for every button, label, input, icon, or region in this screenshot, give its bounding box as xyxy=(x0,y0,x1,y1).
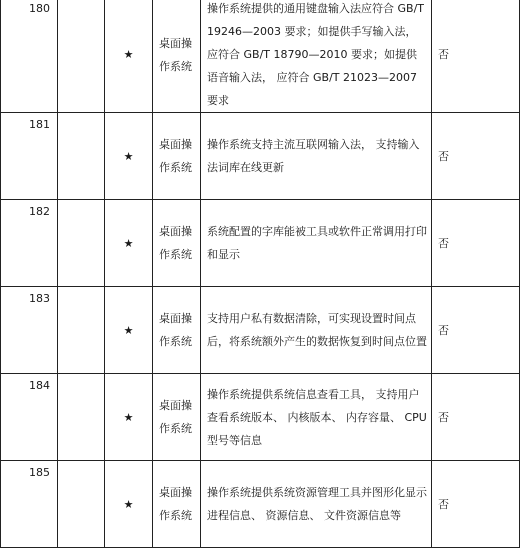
result-cell: 否 xyxy=(432,461,520,548)
result-cell: 否 xyxy=(432,113,520,200)
requirement-cell: 系统配置的字库能被工具或软件正常调用打印和显示 xyxy=(201,200,432,287)
category-cell: 桌面操作系统 xyxy=(153,200,201,287)
row-number: 182 xyxy=(1,200,58,287)
requirement-cell: 操作系统提供系统资源管理工具并图形化显示进程信息、 资源信息、 文件资源信息等 xyxy=(201,461,432,548)
star-icon: ★ xyxy=(105,0,153,113)
blank-cell xyxy=(58,287,105,374)
blank-cell xyxy=(58,461,105,548)
table-row xyxy=(1,461,520,548)
requirements-table-body xyxy=(1,0,520,548)
row-number: 181 xyxy=(1,113,58,200)
blank-cell xyxy=(58,200,105,287)
result-cell: 否 xyxy=(432,0,520,113)
category-cell: 桌面操作系统 xyxy=(153,113,201,200)
category-cell: 桌面操作系统 xyxy=(153,374,201,461)
star-icon: ★ xyxy=(105,113,153,200)
result-cell: 否 xyxy=(432,200,520,287)
row-number: 184 xyxy=(1,374,58,461)
star-icon: ★ xyxy=(105,200,153,287)
row-number: 185 xyxy=(1,461,58,548)
category-cell: 桌面操作系统 xyxy=(153,461,201,548)
table-row xyxy=(1,113,520,200)
table-row xyxy=(1,287,520,374)
star-icon: ★ xyxy=(105,374,153,461)
category-cell: 桌面操作系统 xyxy=(153,0,201,113)
blank-cell xyxy=(58,113,105,200)
blank-cell xyxy=(58,374,105,461)
star-icon: ★ xyxy=(105,287,153,374)
table-row xyxy=(1,200,520,287)
requirement-cell: 操作系统支持主流互联网输入法， 支持输入法词库在线更新 xyxy=(201,113,432,200)
category-cell: 桌面操作系统 xyxy=(153,287,201,374)
requirement-cell: 操作系统提供系统信息查看工具， 支持用户查看系统版本、 内核版本、 内存容量、 CPU 型号等信息 xyxy=(201,374,432,461)
requirement-cell: 支持用户私有数据清除，可实现设置时间点后，将系统额外产生的数据恢复到时间点位置 xyxy=(201,287,432,374)
row-number: 180 xyxy=(1,0,58,113)
result-cell: 否 xyxy=(432,374,520,461)
table-row xyxy=(1,0,520,113)
table-row xyxy=(1,374,520,461)
blank-cell xyxy=(58,0,105,113)
result-cell: 否 xyxy=(432,287,520,374)
star-icon: ★ xyxy=(105,461,153,548)
requirement-cell: 操作系统提供的通用键盘输入法应符合 GB/T 19246—2003 要求；如提供手写输入法， 应符合 GB/T 18790—2010 要求；如提供语音输入法， 应符合 GB/T 21023—2007 要求 xyxy=(201,0,432,113)
row-number: 183 xyxy=(1,287,58,374)
